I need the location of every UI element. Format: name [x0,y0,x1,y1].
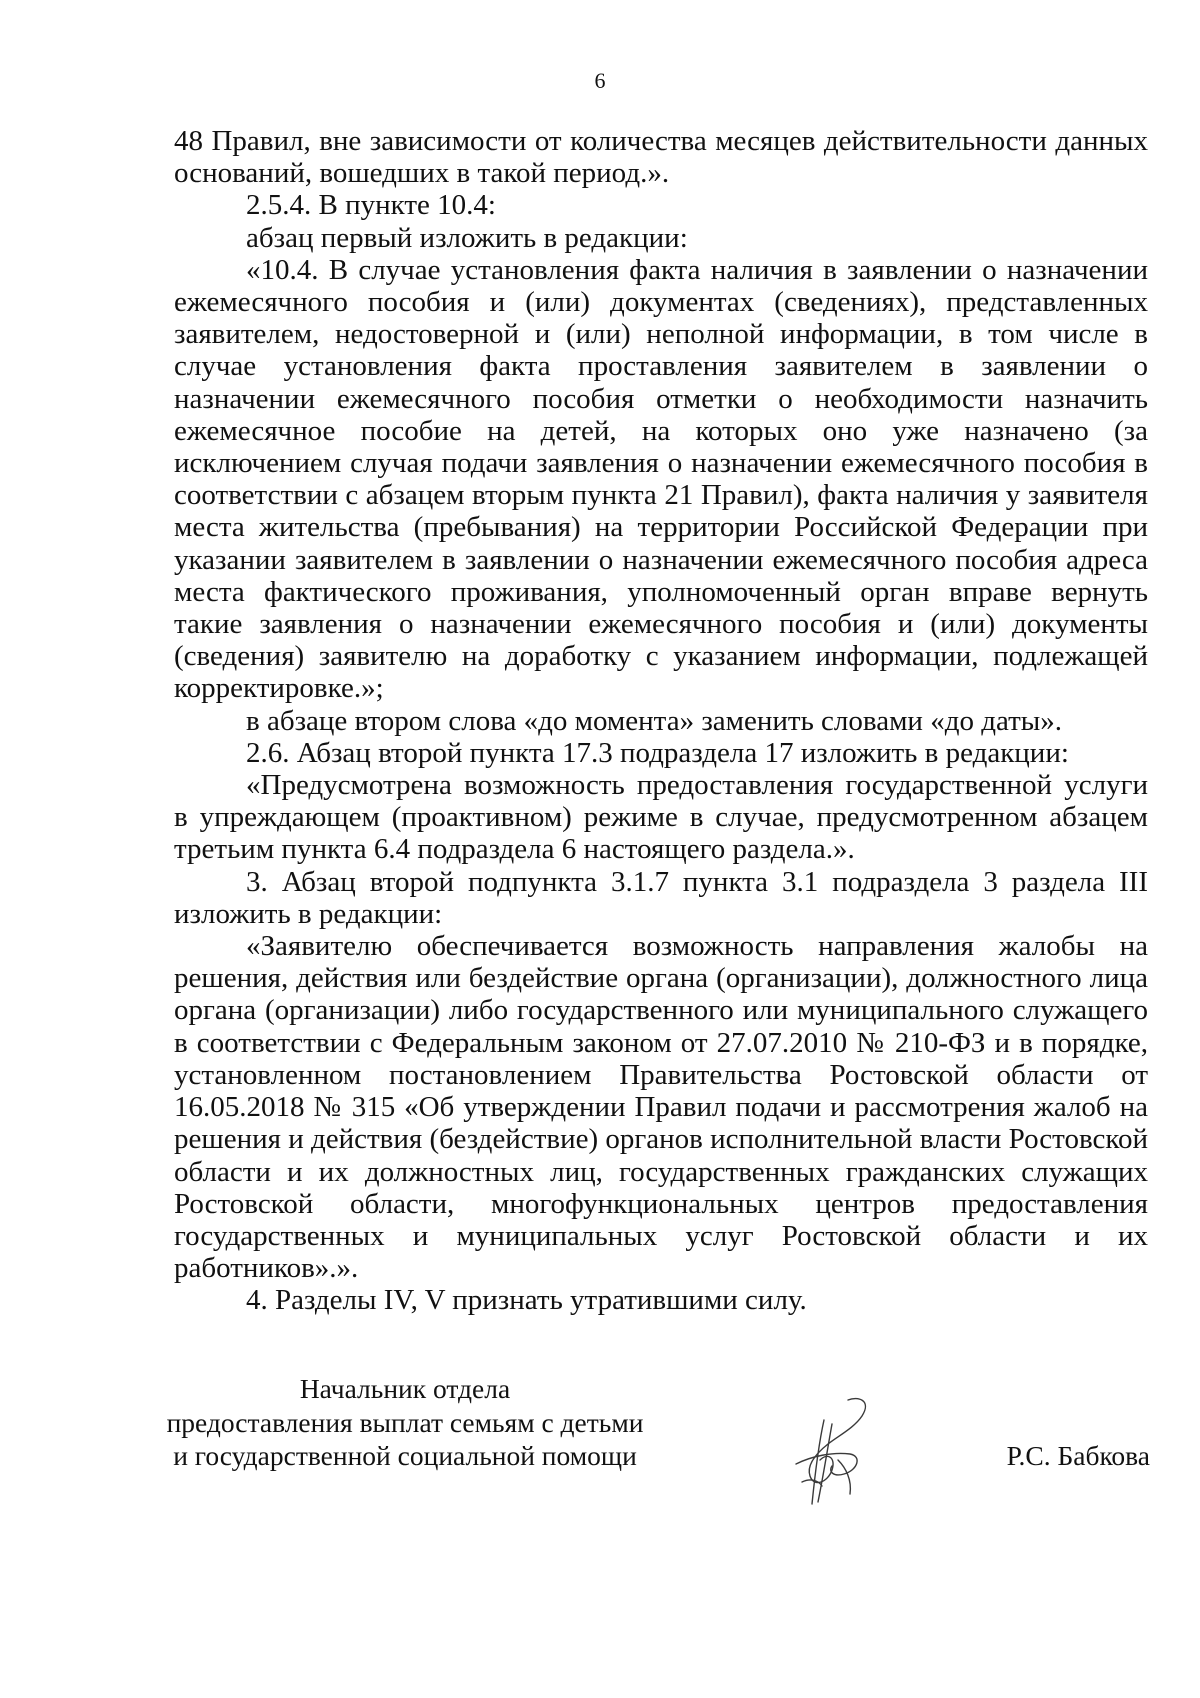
paragraph: «10.4. В случае установления факта наличия в заявлении о назначении ежемесячного пособия и (или) документах (сведениях), представленных заявителем, недостоверной и (или) неполной информации, в том числе в случае установления факта проставления заявителем в заявлении о назначении ежемесячного пособия отметки о необходимости назначить ежемесячное пособие на детей, на которых оно уже назначено (за исключением случая подачи заявления о назначении ежемесячного пособия в соответствии с абзацем вторым пункта 21 Правил), факта наличия у заявителя места жительства (пребывания) на территории Российской Федерации при указании заявителем в заявлении о назначении ежемесячного пособия адреса места фактического проживания, уполномоченный орган вправе вернуть такие заявления о назначении ежемесячного пособия и (или) документы (сведения) заявителю на доработку с указанием информации, подлежащей корректировке.»; [174,253,1148,705]
paragraph: 48 Правил, вне зависимости от количества месяцев действительности данных оснований, вошедших в такой период.». [174,125,1148,190]
position-line: Начальник отдела [299,1373,511,1404]
position-line: предоставления выплат семьям с детьми [166,1406,644,1438]
paragraph: 2.6. Абзац второй пункта 17.3 подраздела 17 изложить в редакции: [246,736,1069,769]
paragraph: абзац первый изложить в редакции: [246,221,688,254]
signer-position-title [140,1372,670,1473]
position-line: и государственной социальной помощи [173,1440,637,1471]
signer-name: Р.С. Бабкова [1006,1440,1150,1471]
paragraph: 4. Разделы IV, V признать утратившими силу. [246,1284,807,1317]
page-number: 6 [594,68,606,93]
paragraph: 3. Абзац второй подпункта 3.1.7 пункта 3.1 подраздела 3 раздела III изложить в редакции: [174,865,1148,930]
handwritten-signature [788,1394,878,1514]
paragraph: «Предусмотрена возможность предоставления государственной услуги в упреждающем (проактивном) режиме в случае, предусмотренном абзацем третьим пункта 6.4 подраздела 6 настоящего раздела.». [174,769,1148,866]
paragraph: в абзаце втором слова «до момента» заменить словами «до даты». [246,704,1062,737]
document-body [174,125,1148,1317]
signature-block [140,1372,1150,1512]
paragraph: 2.5.4. В пункте 10.4: [246,189,496,222]
paragraph: «Заявителю обеспечивается возможность направления жалобы на решения, действия или бездействие органа (организации), должностного лица органа (организации) либо государственного или муниципального служащего в соответствии с Федеральным законом от 27.07.2010 № 210-ФЗ и в порядке, установленном постановлением Правительства Ростовской области от 16.05.2018 № 315 «Об утверждении Правил подачи и рассмотрения жалоб на решения и действия (бездействие) органов исполнительной власти Ростовской области и их должностных лиц, государственных гражданских служащих Ростовской области, многофункциональных центров предоставления государственных и муниципальных услуг Ростовской области и их работников».». [174,930,1148,1285]
